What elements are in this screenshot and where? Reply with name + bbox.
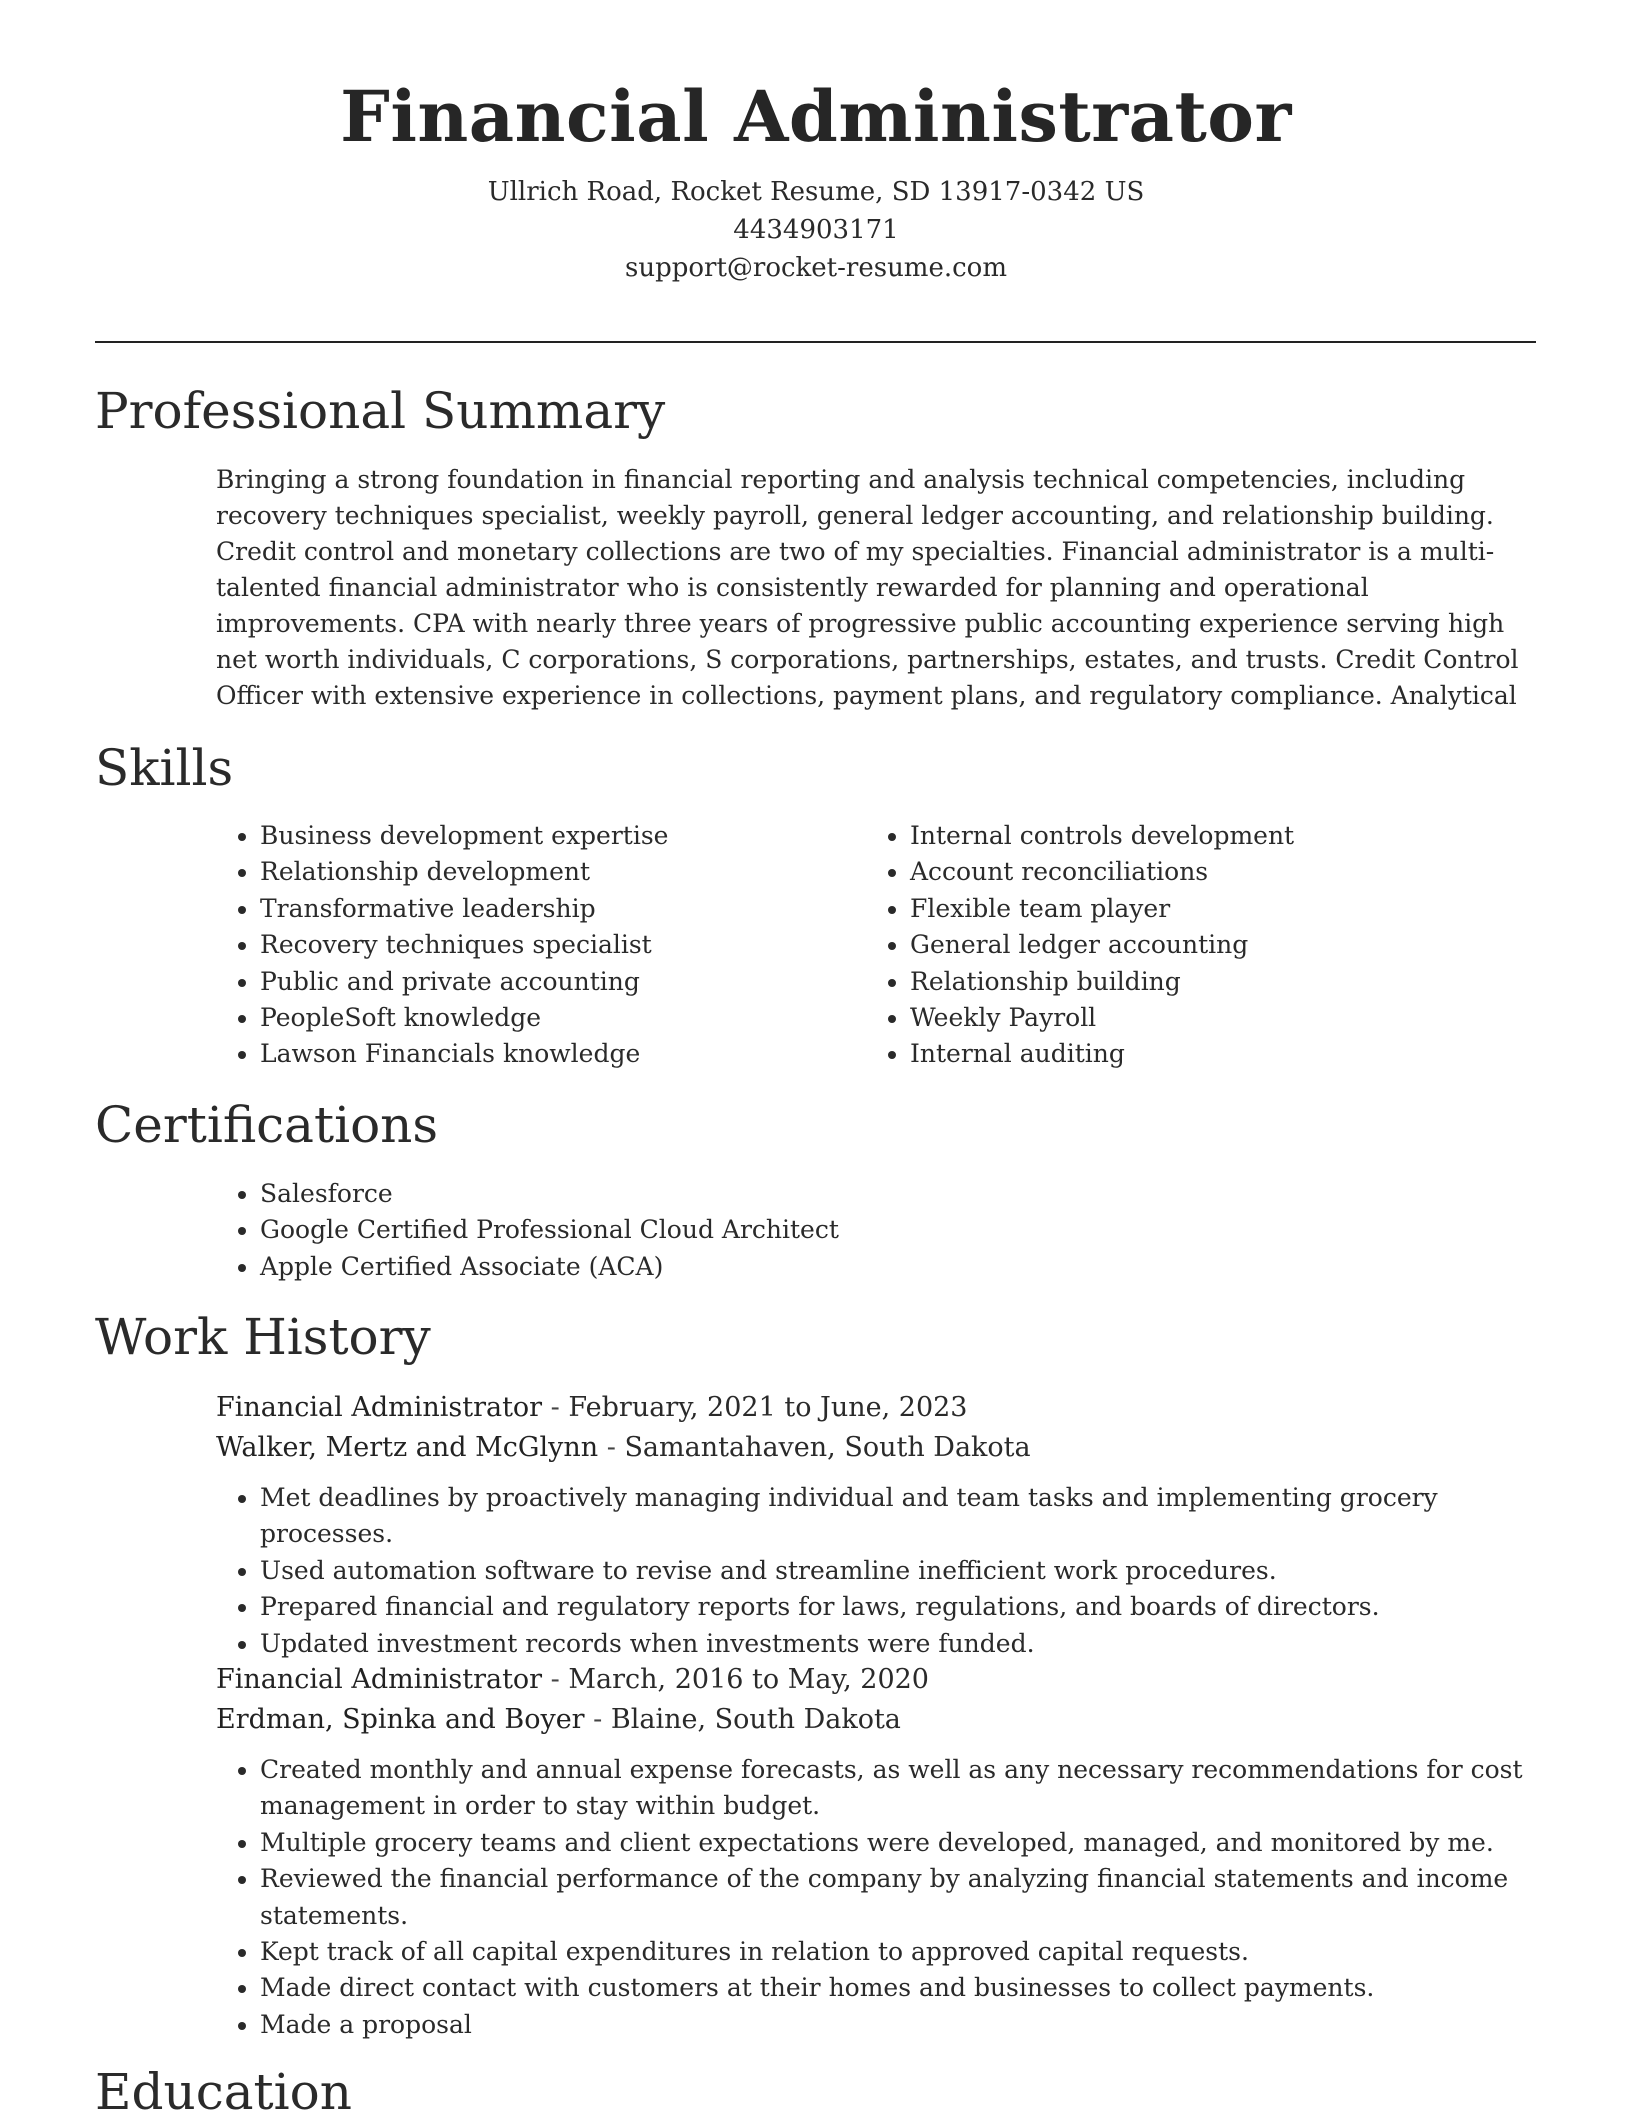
skills-heading: Skills (95, 739, 234, 797)
skills-list-left (216, 818, 856, 1073)
candidate-name: Financial Administrator (340, 75, 1292, 158)
job-bullet: • Made a proposal (260, 2007, 1536, 2043)
skill-item: • Account reconciliations (910, 854, 1526, 890)
job-title: Financial Administrator (216, 1392, 543, 1423)
job-separator: - (598, 1432, 625, 1463)
skills-column-left (216, 818, 856, 1073)
job-title-line (216, 1388, 1536, 1428)
certification-item: • Salesforce (260, 1176, 1516, 1212)
education-heading: Education (95, 2063, 352, 2121)
job-bullet: • Met deadlines by proactively managing individual and team tasks and implementing grocery processes. (260, 1480, 1536, 1553)
job-bullet: • Kept track of all capital expenditures in relation to approved capital requests. (260, 1934, 1536, 1970)
skill-item: • Internal controls development (910, 818, 1526, 854)
job-separator: - (542, 1664, 569, 1695)
job-company: Walker, Mertz and McGlynn (216, 1432, 599, 1463)
job-company: Erdman, Spinka and Boyer (216, 1704, 585, 1735)
job-bullet-list (216, 1480, 1536, 1662)
header-divider (95, 341, 1536, 343)
job-bullet: • Used automation software to revise and streamline inefficient work procedures. (260, 1553, 1536, 1589)
job-company-line (216, 1428, 1536, 1468)
skills-column-right (866, 818, 1526, 1073)
certification-item: • Apple Certified Associate (ACA) (260, 1249, 1516, 1285)
skill-item: • PeopleSoft knowledge (260, 1000, 856, 1036)
job-bullet: • Made direct contact with customers at their homes and businesses to collect payments. (260, 1970, 1536, 2006)
job-dates: February, 2021 to June, 2023 (568, 1392, 968, 1423)
address-line: Ullrich Road, Rocket Resume, SD 13917-0342 US (487, 177, 1145, 207)
job-bullet: • Updated investment records when investments were funded. (260, 1626, 1536, 1662)
job-bullet: • Reviewed the financial performance of the company by analyzing financial statements and income statements. (260, 1861, 1536, 1934)
skill-item: • Relationship development (260, 854, 856, 890)
skill-item: • Relationship building (910, 964, 1526, 1000)
skill-item: • Recovery techniques specialist (260, 927, 856, 963)
summary-heading: Professional Summary (95, 382, 666, 440)
email-address: support@rocket-resume.com (624, 253, 1007, 283)
skill-item: • Transformative leadership (260, 891, 856, 927)
skill-item: • Weekly Payroll (910, 1000, 1526, 1036)
phone-number: 4434903171 (733, 215, 899, 245)
job-title-line (216, 1660, 1536, 1700)
job-entry (216, 1660, 1536, 2043)
job-company-line (216, 1700, 1536, 1740)
work-history-heading: Work History (95, 1308, 431, 1366)
skill-item: • Internal auditing (910, 1036, 1526, 1072)
certifications-list (216, 1176, 1516, 1285)
job-bullets (216, 1752, 1536, 2043)
skill-item: • Lawson Financials knowledge (260, 1036, 856, 1072)
skill-item: • Public and private accounting (260, 964, 856, 1000)
skill-item: • Business development expertise (260, 818, 856, 854)
certifications-heading: Certifications (95, 1096, 439, 1154)
job-bullet: • Multiple grocery teams and client expectations were developed, managed, and monitored by me. (260, 1825, 1536, 1861)
job-separator: - (584, 1704, 611, 1735)
job-entry (216, 1388, 1536, 1662)
job-title: Financial Administrator (216, 1664, 543, 1695)
job-bullet: • Created monthly and annual expense forecasts, as well as any necessary recommendations for cost management in order to stay within budget. (260, 1752, 1536, 1825)
skill-item: • Flexible team player (910, 891, 1526, 927)
summary-text: Bringing a strong foundation in financial reporting and analysis technical competencies, including recovery techniques specialist, weekly payroll, general ledger accounting, and relationship building. Credit control and monetary collections are two of my specialties. Financial administrator is a multi-talented financial administrator who is consistently rewarded for planning and operational improvements. CPA with nearly three years of progressive public accounting experience serving high net worth individuals, C corporations, S corporations, partnerships, estates, and trusts. Credit Control Officer with extensive experience in collections, payment plans, and regulatory compliance. Analytical (216, 465, 1519, 710)
resume-header (0, 75, 1632, 287)
job-bullet: • Prepared financial and regulatory reports for laws, regulations, and boards of directors. (260, 1589, 1536, 1625)
job-separator: - (542, 1392, 569, 1423)
skills-list-right (866, 818, 1526, 1073)
certifications-block (216, 1176, 1516, 1285)
job-location: Samantahaven, South Dakota (624, 1432, 1031, 1463)
job-dates: March, 2016 to May, 2020 (568, 1664, 929, 1695)
skill-item: • General ledger accounting (910, 927, 1526, 963)
certification-item: • Google Certified Professional Cloud Architect (260, 1212, 1516, 1248)
job-location: Blaine, South Dakota (610, 1704, 901, 1735)
contact-info (0, 173, 1632, 287)
job-bullets (216, 1480, 1536, 1662)
job-bullet-list (216, 1752, 1536, 2043)
